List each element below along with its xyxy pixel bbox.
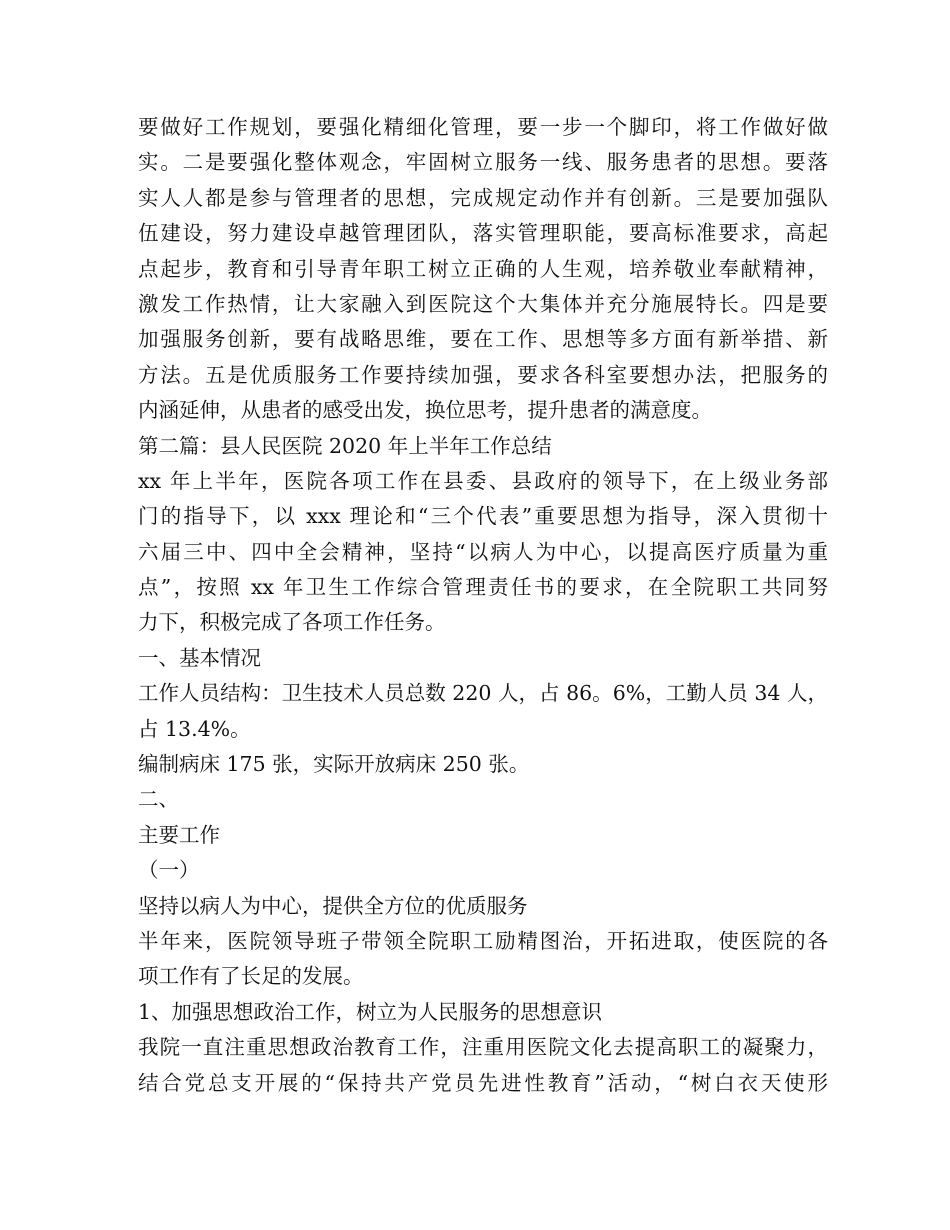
- text-line: 方法。五是优质服务工作要持续加强，要求各科室要想办法，把服务的: [138, 362, 828, 387]
- text-line: 点”，按照 xx 年卫生工作综合管理责任书的要求，在全院职工共同努: [138, 575, 828, 600]
- text-line: 编制病床 175 张，实际开放病床 250 张。: [138, 752, 530, 777]
- text-line: 六届三中、四中全会精神，坚持“以病人为中心，以提高医疗质量为重: [138, 539, 828, 564]
- text-line: 内涵延伸，从患者的感受出发，换位思考，提升患者的满意度。: [138, 398, 712, 423]
- text-line: 实人人都是参与管理者的思想，完成规定动作并有创新。三是要加强队: [138, 185, 828, 210]
- text-line: 我院一直注重思想政治教育工作，注重用医院文化去提高职工的凝聚力，: [138, 1035, 828, 1060]
- text-line: 结合党总支开展的“保持共产党员先进性教育”活动，“树白衣天使形: [138, 1070, 828, 1095]
- document-body: [138, 110, 828, 1101]
- heading: 二、: [138, 787, 179, 812]
- text-line: 激发工作热情，让大家融入到医院这个大集体并充分施展特长。四是要: [138, 291, 828, 316]
- heading: 主要工作: [138, 822, 220, 847]
- text-line: 半年来，医院领导班子带领全院职工励精图治，开拓进取，使医院的各: [138, 928, 828, 953]
- text-line: 工作人员结构：卫生技术人员总数 220 人，占 86。6%，工勤人员 34 人，: [138, 681, 828, 706]
- text-line: 点起步，教育和引导青年职工树立正确的人生观，培养敬业奉献精神，: [138, 256, 828, 281]
- text-line: 力下，积极完成了各项工作任务。: [138, 610, 446, 635]
- text-line: 加强服务创新，要有战略思维，要在工作、思想等多方面有新举措、新: [138, 327, 828, 352]
- section-title: 第二篇：县人民医院 2020 年上半年工作总结: [138, 433, 552, 458]
- heading: 坚持以病人为中心，提供全方位的优质服务: [138, 893, 528, 918]
- text-line: 项工作有了长足的发展。: [138, 964, 364, 989]
- text-line: 占 13.4%。: [138, 716, 251, 741]
- text-line: xx 年上半年，医院各项工作在县委、县政府的领导下，在上级业务部: [138, 468, 828, 493]
- text-line: 伍建设，努力建设卓越管理团队，落实管理职能，要高标准要求，高起: [138, 221, 828, 246]
- text-line: 门的指导下，以 xxx 理论和“三个代表”重要思想为指导，深入贯彻十: [138, 504, 828, 529]
- text-line: 实。二是要强化整体观念，牢固树立服务一线、服务患者的思想。要落: [138, 150, 828, 175]
- text-line: 要做好工作规划，要强化精细化管理，要一步一个脚印，将工作做好做: [138, 115, 828, 139]
- heading: （一）: [138, 858, 200, 883]
- heading: 一、基本情况: [138, 645, 261, 670]
- heading: 1、加强思想政治工作，树立为人民服务的思想意识: [138, 999, 603, 1024]
